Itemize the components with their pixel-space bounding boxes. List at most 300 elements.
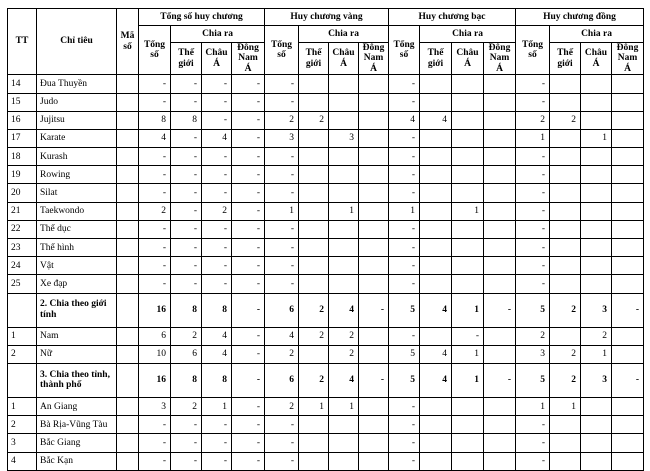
row-cell: 2 xyxy=(516,327,550,345)
row-cell xyxy=(452,93,484,111)
row-cell xyxy=(452,148,484,166)
table-row xyxy=(8,129,644,147)
row-cell xyxy=(359,220,389,238)
row-cell xyxy=(299,416,329,434)
header-chau-a-gold: Châu Á xyxy=(329,43,359,75)
header-chia-ra-bronze: Chia ra xyxy=(550,26,644,43)
row-cell: - xyxy=(265,93,299,111)
row-cell xyxy=(329,220,359,238)
row-cell: 4 xyxy=(202,345,232,363)
header-tong-so-bronze: Tổng số xyxy=(516,26,550,75)
row-cell xyxy=(299,166,329,184)
header-chia-ra-gold: Chia ra xyxy=(299,26,389,43)
table-row xyxy=(8,345,644,363)
row-cell: - xyxy=(139,257,171,275)
table-row xyxy=(8,239,644,257)
row-cell: - xyxy=(139,93,171,111)
row-cell: 3 xyxy=(139,397,171,415)
row-cell: - xyxy=(265,275,299,293)
row-cell: - xyxy=(516,434,550,452)
row-cell xyxy=(452,397,484,415)
row-cell xyxy=(359,148,389,166)
row-cell: - xyxy=(171,148,202,166)
header-ma-so: Mã số xyxy=(117,9,139,75)
row-cell: - xyxy=(389,239,420,257)
medal-table xyxy=(7,8,644,471)
header-group-bronze: Huy chương đồng xyxy=(516,9,644,26)
row-cell xyxy=(329,452,359,470)
row-cell: - xyxy=(232,129,265,147)
header-chia-ra-silver: Chia ra xyxy=(420,26,516,43)
row-cell xyxy=(452,166,484,184)
row-cell xyxy=(329,93,359,111)
row-cell: 2 xyxy=(265,397,299,415)
row-cell: 4 xyxy=(139,129,171,147)
row-cell: 2 xyxy=(550,345,581,363)
row-cell: 1 xyxy=(329,397,359,415)
row-cell: - xyxy=(516,93,550,111)
row-cell: - xyxy=(389,327,420,345)
row-cell: 1 xyxy=(550,397,581,415)
row-ma-so xyxy=(117,93,139,111)
row-cell: - xyxy=(516,239,550,257)
row-cell: 3 xyxy=(329,129,359,147)
row-cell xyxy=(550,327,581,345)
row-cell: 1 xyxy=(299,397,329,415)
row-cell xyxy=(484,202,516,220)
table-row xyxy=(8,452,644,470)
row-cell xyxy=(359,184,389,202)
row-cell: - xyxy=(389,184,420,202)
row-cell: 3 xyxy=(581,363,612,397)
row-cell: - xyxy=(232,93,265,111)
row-cell xyxy=(452,111,484,129)
row-cell xyxy=(484,257,516,275)
row-cell: - xyxy=(265,416,299,434)
header-chi-tieu: Chỉ tiêu xyxy=(37,9,117,75)
row-cell: 3 xyxy=(516,345,550,363)
row-cell: - xyxy=(202,166,232,184)
row-cell xyxy=(359,111,389,129)
row-cell xyxy=(299,257,329,275)
table-row xyxy=(8,166,644,184)
row-cell: - xyxy=(232,111,265,129)
row-tt xyxy=(8,363,37,397)
row-cell xyxy=(581,452,612,470)
row-cell: 4 xyxy=(420,293,452,327)
header-group-gold: Huy chương vàng xyxy=(265,9,389,26)
row-cell: - xyxy=(516,416,550,434)
row-cell: - xyxy=(265,257,299,275)
row-cell: - xyxy=(389,129,420,147)
row-label: Silat xyxy=(37,184,117,202)
row-tt: 18 xyxy=(8,148,37,166)
row-cell: - xyxy=(232,202,265,220)
row-cell: - xyxy=(452,327,484,345)
row-cell: 4 xyxy=(329,293,359,327)
row-cell xyxy=(484,239,516,257)
row-cell xyxy=(420,166,452,184)
row-cell xyxy=(329,111,359,129)
row-cell xyxy=(359,75,389,93)
row-tt: 16 xyxy=(8,111,37,129)
row-cell xyxy=(484,148,516,166)
table-row xyxy=(8,275,644,293)
row-cell xyxy=(581,275,612,293)
row-cell xyxy=(612,111,644,129)
row-cell: - xyxy=(516,184,550,202)
row-cell xyxy=(612,166,644,184)
row-cell: 6 xyxy=(139,327,171,345)
row-cell: - xyxy=(171,434,202,452)
row-cell xyxy=(359,129,389,147)
row-cell xyxy=(359,93,389,111)
row-cell: - xyxy=(202,434,232,452)
row-cell xyxy=(484,397,516,415)
row-cell: - xyxy=(232,239,265,257)
table-row xyxy=(8,257,644,275)
row-label: Thể dục xyxy=(37,220,117,238)
row-tt: 19 xyxy=(8,166,37,184)
row-tt: 15 xyxy=(8,93,37,111)
row-ma-so xyxy=(117,452,139,470)
header-dong-nam-a-bronze: Đông Nam Á xyxy=(612,43,644,75)
row-cell xyxy=(452,220,484,238)
row-cell: 1 xyxy=(516,129,550,147)
row-tt: 1 xyxy=(8,327,37,345)
row-cell xyxy=(550,452,581,470)
row-cell: - xyxy=(139,220,171,238)
row-cell xyxy=(299,220,329,238)
row-label: Jujitsu xyxy=(37,111,117,129)
row-cell xyxy=(484,434,516,452)
row-tt: 14 xyxy=(8,75,37,93)
row-cell: - xyxy=(171,239,202,257)
row-cell xyxy=(581,257,612,275)
header-tt: TT xyxy=(8,9,37,75)
row-cell xyxy=(612,345,644,363)
row-ma-so xyxy=(117,327,139,345)
row-cell: - xyxy=(202,239,232,257)
row-cell: - xyxy=(265,75,299,93)
medal-table-container xyxy=(7,8,644,471)
row-cell xyxy=(484,416,516,434)
row-cell: 16 xyxy=(139,363,171,397)
row-ma-so xyxy=(117,239,139,257)
row-cell: 2 xyxy=(299,111,329,129)
row-cell xyxy=(484,111,516,129)
row-cell xyxy=(550,75,581,93)
row-cell: 5 xyxy=(516,293,550,327)
row-cell xyxy=(612,257,644,275)
header-group-silver: Huy chương bạc xyxy=(389,9,516,26)
row-cell xyxy=(612,220,644,238)
row-tt: 22 xyxy=(8,220,37,238)
row-cell xyxy=(452,239,484,257)
table-row xyxy=(8,397,644,415)
row-cell: - xyxy=(265,220,299,238)
row-cell xyxy=(420,397,452,415)
row-cell xyxy=(612,239,644,257)
row-cell: 2 xyxy=(299,293,329,327)
row-cell: - xyxy=(516,166,550,184)
header-the-gioi-silver: Thế giới xyxy=(420,43,452,75)
row-cell xyxy=(420,75,452,93)
row-cell: 2 xyxy=(139,202,171,220)
row-cell: 1 xyxy=(452,363,484,397)
row-cell: 1 xyxy=(389,202,420,220)
row-cell: - xyxy=(139,275,171,293)
row-ma-so xyxy=(117,75,139,93)
row-cell: - xyxy=(612,363,644,397)
row-cell xyxy=(550,148,581,166)
row-cell: - xyxy=(171,93,202,111)
row-cell xyxy=(420,327,452,345)
row-cell: - xyxy=(171,202,202,220)
row-cell xyxy=(581,416,612,434)
row-cell xyxy=(329,239,359,257)
row-cell: - xyxy=(232,293,265,327)
row-cell: - xyxy=(139,184,171,202)
row-cell xyxy=(420,257,452,275)
row-ma-so xyxy=(117,257,139,275)
row-cell: - xyxy=(389,416,420,434)
row-cell xyxy=(452,416,484,434)
row-cell: 6 xyxy=(171,345,202,363)
row-cell xyxy=(484,345,516,363)
row-cell: - xyxy=(171,275,202,293)
row-tt: 24 xyxy=(8,257,37,275)
row-ma-so xyxy=(117,166,139,184)
row-cell: - xyxy=(139,416,171,434)
row-label: Nam xyxy=(37,327,117,345)
row-cell xyxy=(612,416,644,434)
row-cell: 2 xyxy=(516,111,550,129)
row-cell xyxy=(359,166,389,184)
row-cell: 2 xyxy=(202,202,232,220)
row-cell xyxy=(612,452,644,470)
row-cell: 1 xyxy=(516,397,550,415)
row-cell xyxy=(299,452,329,470)
row-cell: 4 xyxy=(265,327,299,345)
row-cell: 2 xyxy=(550,293,581,327)
row-ma-so xyxy=(117,148,139,166)
row-cell: - xyxy=(232,397,265,415)
row-cell xyxy=(420,220,452,238)
row-cell xyxy=(550,416,581,434)
row-cell xyxy=(359,202,389,220)
row-cell: - xyxy=(202,184,232,202)
row-cell xyxy=(299,345,329,363)
row-ma-so xyxy=(117,111,139,129)
row-label: Nữ xyxy=(37,345,117,363)
row-cell xyxy=(299,148,329,166)
row-cell xyxy=(329,148,359,166)
row-cell: - xyxy=(139,452,171,470)
row-ma-so xyxy=(117,397,139,415)
row-ma-so xyxy=(117,220,139,238)
row-cell xyxy=(581,434,612,452)
row-cell: - xyxy=(265,148,299,166)
row-cell xyxy=(329,257,359,275)
row-cell: - xyxy=(232,434,265,452)
row-cell xyxy=(452,434,484,452)
row-label: Bắc Giang xyxy=(37,434,117,452)
row-cell: 1 xyxy=(581,345,612,363)
row-cell: - xyxy=(232,416,265,434)
row-cell xyxy=(420,275,452,293)
row-cell: - xyxy=(202,416,232,434)
row-cell xyxy=(299,434,329,452)
row-cell: 2 xyxy=(329,327,359,345)
row-cell: - xyxy=(139,148,171,166)
table-row xyxy=(8,184,644,202)
header-chau-a-bronze: Châu Á xyxy=(581,43,612,75)
row-cell: 4 xyxy=(329,363,359,397)
row-cell: - xyxy=(484,293,516,327)
row-tt: 4 xyxy=(8,452,37,470)
row-cell: - xyxy=(516,202,550,220)
row-cell xyxy=(452,452,484,470)
row-cell xyxy=(612,397,644,415)
row-cell xyxy=(581,202,612,220)
row-cell xyxy=(359,257,389,275)
row-cell xyxy=(329,434,359,452)
row-cell: 5 xyxy=(389,293,420,327)
row-cell: - xyxy=(389,93,420,111)
row-cell: - xyxy=(139,75,171,93)
table-row xyxy=(8,416,644,434)
row-cell xyxy=(299,184,329,202)
row-cell: - xyxy=(265,184,299,202)
row-cell: - xyxy=(516,452,550,470)
row-ma-so xyxy=(117,345,139,363)
row-cell: - xyxy=(202,257,232,275)
table-row xyxy=(8,434,644,452)
table-body xyxy=(8,75,644,470)
row-cell: 2 xyxy=(550,363,581,397)
row-cell xyxy=(359,452,389,470)
row-label: Judo xyxy=(37,93,117,111)
header-dong-nam-a-silver: Đông Nam Á xyxy=(484,43,516,75)
row-cell: - xyxy=(232,452,265,470)
row-cell xyxy=(484,452,516,470)
row-cell: 8 xyxy=(139,111,171,129)
row-tt xyxy=(8,293,37,327)
row-cell xyxy=(581,93,612,111)
row-cell xyxy=(420,184,452,202)
row-cell: - xyxy=(389,275,420,293)
row-cell: 8 xyxy=(202,293,232,327)
row-cell: - xyxy=(202,452,232,470)
row-cell xyxy=(550,202,581,220)
row-cell: - xyxy=(265,166,299,184)
row-cell: - xyxy=(516,148,550,166)
row-cell: - xyxy=(202,148,232,166)
row-cell xyxy=(359,275,389,293)
row-cell: 6 xyxy=(265,293,299,327)
row-cell: - xyxy=(232,275,265,293)
row-cell: - xyxy=(516,257,550,275)
row-tt: 17 xyxy=(8,129,37,147)
row-cell: - xyxy=(202,93,232,111)
row-cell xyxy=(359,239,389,257)
row-cell: 2 xyxy=(329,345,359,363)
row-cell xyxy=(420,239,452,257)
row-cell xyxy=(612,75,644,93)
row-cell: - xyxy=(265,239,299,257)
row-cell: - xyxy=(232,148,265,166)
row-cell xyxy=(452,184,484,202)
row-cell: - xyxy=(389,434,420,452)
row-cell: 2 xyxy=(171,397,202,415)
row-cell xyxy=(581,148,612,166)
row-cell: 8 xyxy=(171,293,202,327)
header-tong-so-gold: Tổng số xyxy=(265,26,299,75)
row-cell: 6 xyxy=(265,363,299,397)
row-cell: - xyxy=(516,220,550,238)
row-ma-so xyxy=(117,293,139,327)
row-cell xyxy=(329,416,359,434)
row-cell: 8 xyxy=(171,363,202,397)
row-label: Kurash xyxy=(37,148,117,166)
row-cell: - xyxy=(202,111,232,129)
row-cell: 2 xyxy=(550,111,581,129)
row-cell: 4 xyxy=(420,345,452,363)
row-cell: - xyxy=(516,275,550,293)
row-tt: 23 xyxy=(8,239,37,257)
row-cell: 1 xyxy=(452,293,484,327)
header-dong-nam-a-total: Đông Nam Á xyxy=(232,43,265,75)
row-cell xyxy=(612,184,644,202)
row-cell xyxy=(550,220,581,238)
header-the-gioi-gold: Thế giới xyxy=(299,43,329,75)
row-cell: 4 xyxy=(420,111,452,129)
row-cell xyxy=(420,202,452,220)
row-cell: 16 xyxy=(139,293,171,327)
row-cell xyxy=(550,239,581,257)
row-cell xyxy=(359,345,389,363)
row-cell: 8 xyxy=(171,111,202,129)
row-cell: - xyxy=(389,148,420,166)
row-cell: 1 xyxy=(452,345,484,363)
header-the-gioi-total: Thế giới xyxy=(171,43,202,75)
row-cell: - xyxy=(202,275,232,293)
row-cell: - xyxy=(389,75,420,93)
row-cell: - xyxy=(139,434,171,452)
row-label: Rowing xyxy=(37,166,117,184)
row-tt: 1 xyxy=(8,397,37,415)
table-header xyxy=(8,9,644,75)
row-cell: - xyxy=(139,239,171,257)
row-cell: 3 xyxy=(265,129,299,147)
row-cell xyxy=(612,327,644,345)
row-cell xyxy=(484,327,516,345)
table-row xyxy=(8,363,644,397)
row-cell: 5 xyxy=(389,345,420,363)
row-cell xyxy=(550,93,581,111)
row-cell xyxy=(484,75,516,93)
row-label: Bắc Kạn xyxy=(37,452,117,470)
row-cell xyxy=(581,75,612,93)
row-cell: - xyxy=(389,257,420,275)
row-cell xyxy=(299,239,329,257)
row-cell: - xyxy=(171,257,202,275)
row-cell: - xyxy=(202,220,232,238)
row-cell: 4 xyxy=(420,363,452,397)
row-label: Vật xyxy=(37,257,117,275)
row-cell: - xyxy=(232,327,265,345)
